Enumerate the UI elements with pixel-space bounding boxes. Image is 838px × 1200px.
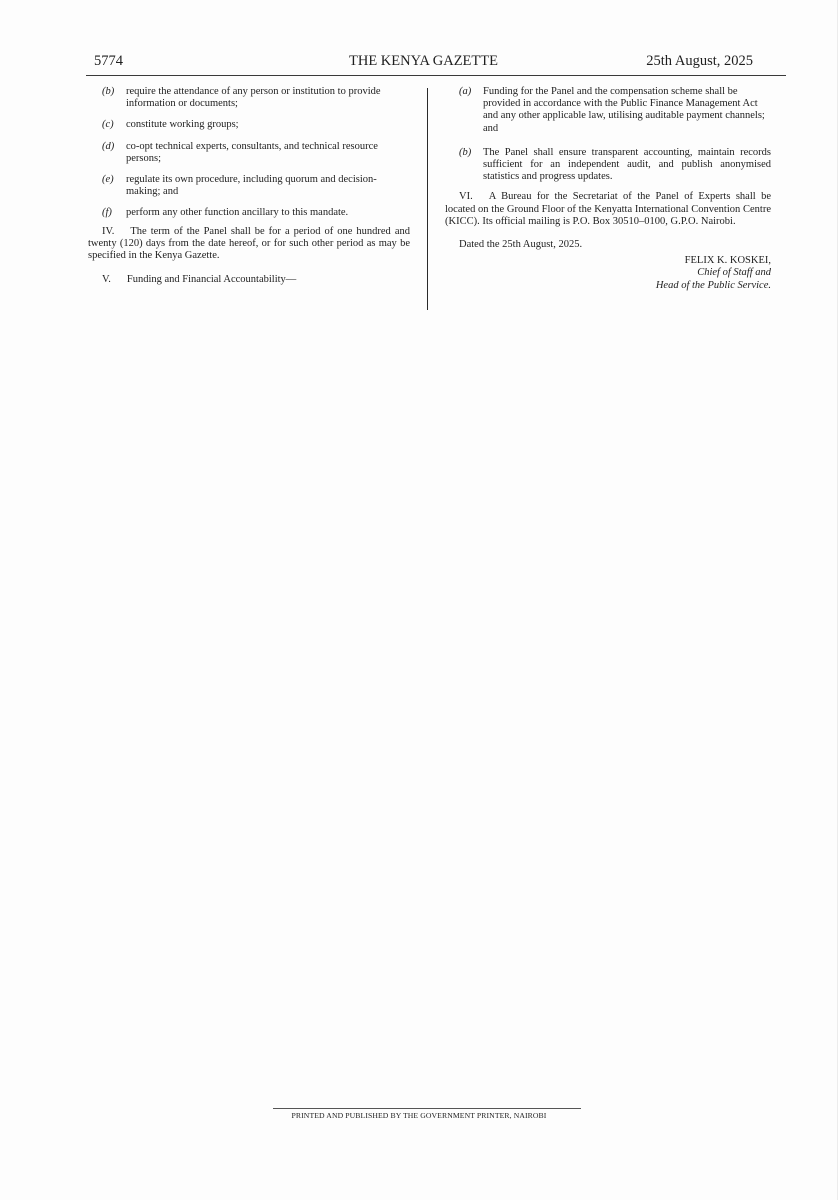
list-text: perform any other function ancillary to this mandate. xyxy=(126,207,349,219)
list-marker: (b) xyxy=(459,146,472,158)
list-text: require the attendance of any person or institution to provide information or documents; xyxy=(126,86,381,110)
paragraph-text: The term of the Panel shall be for a period of one hundred and twenty (120) days from the date hereof, or for such other period as may be specified in the Kenya Gazette. xyxy=(88,225,410,262)
list-item xyxy=(88,119,410,131)
gazette-title: THE KENYA GAZETTE xyxy=(348,53,498,69)
list-marker: (b) xyxy=(102,86,115,97)
paragraph-v xyxy=(88,274,410,286)
header-rule xyxy=(86,75,786,76)
list-marker: (a) xyxy=(459,86,472,97)
list-marker: (d) xyxy=(102,140,115,152)
list-marker: (e) xyxy=(102,174,114,186)
signature-block xyxy=(445,255,771,292)
paragraph-number: V. xyxy=(102,274,111,286)
printer-imprint: PRINTED AND PUBLISHED BY THE GOVERNMENT PRINTER, NAIROBI xyxy=(291,1111,547,1120)
paragraph-number: VI. xyxy=(459,191,473,203)
list-text: Funding for the Panel and the compensation scheme shall be provided in accordance with the Public Finance Management Act and any other applicable law, utilising auditable payment channels; and xyxy=(483,86,765,134)
list-item xyxy=(88,207,410,219)
list-marker: (c) xyxy=(102,119,114,131)
left-column xyxy=(88,86,410,295)
paragraph-vi xyxy=(445,191,771,228)
issue-date: 25th August, 2025 xyxy=(646,53,753,69)
page-number: 5774 xyxy=(94,53,123,69)
paragraph-text: A Bureau for the Secretariat of the Panel of Experts shall be located on the Ground Floor of the Kenyatta International Convention Centre (KICC). Its official mailing is P.O. Box 30510–0100, G.P.O. Nairobi. xyxy=(445,191,771,227)
list-marker: (f) xyxy=(102,207,112,219)
paragraph-text: Funding and Financial Accountability— xyxy=(126,274,297,286)
list-item xyxy=(88,86,410,110)
signatory-title: Head of the Public Service. xyxy=(655,279,771,291)
column-divider xyxy=(427,88,428,310)
paragraph-iv xyxy=(88,226,410,263)
list-text: regulate its own procedure, including quorum and decision-making; and xyxy=(126,174,377,198)
list-item xyxy=(445,86,771,135)
list-item xyxy=(88,141,410,165)
page-header xyxy=(94,53,753,73)
list-item xyxy=(88,174,410,198)
dated-line: Dated the 25th August, 2025. xyxy=(459,239,583,251)
list-text: co-opt technical experts, consultants, and technical resource persons; xyxy=(126,140,378,164)
list-text: The Panel shall ensure transparent accounting, maintain records sufficient for an independent audit, and publish anonymised statistics and progress updates. xyxy=(483,146,771,183)
paragraph-number: IV. xyxy=(102,225,115,237)
right-column xyxy=(445,86,771,292)
list-text: constitute working groups; xyxy=(126,119,239,131)
footer-rule xyxy=(273,1108,581,1109)
signatory-title: Chief of Staff and xyxy=(697,267,771,279)
signatory-name: FELIX K. KOSKEI, xyxy=(684,255,771,267)
list-item xyxy=(445,147,771,184)
